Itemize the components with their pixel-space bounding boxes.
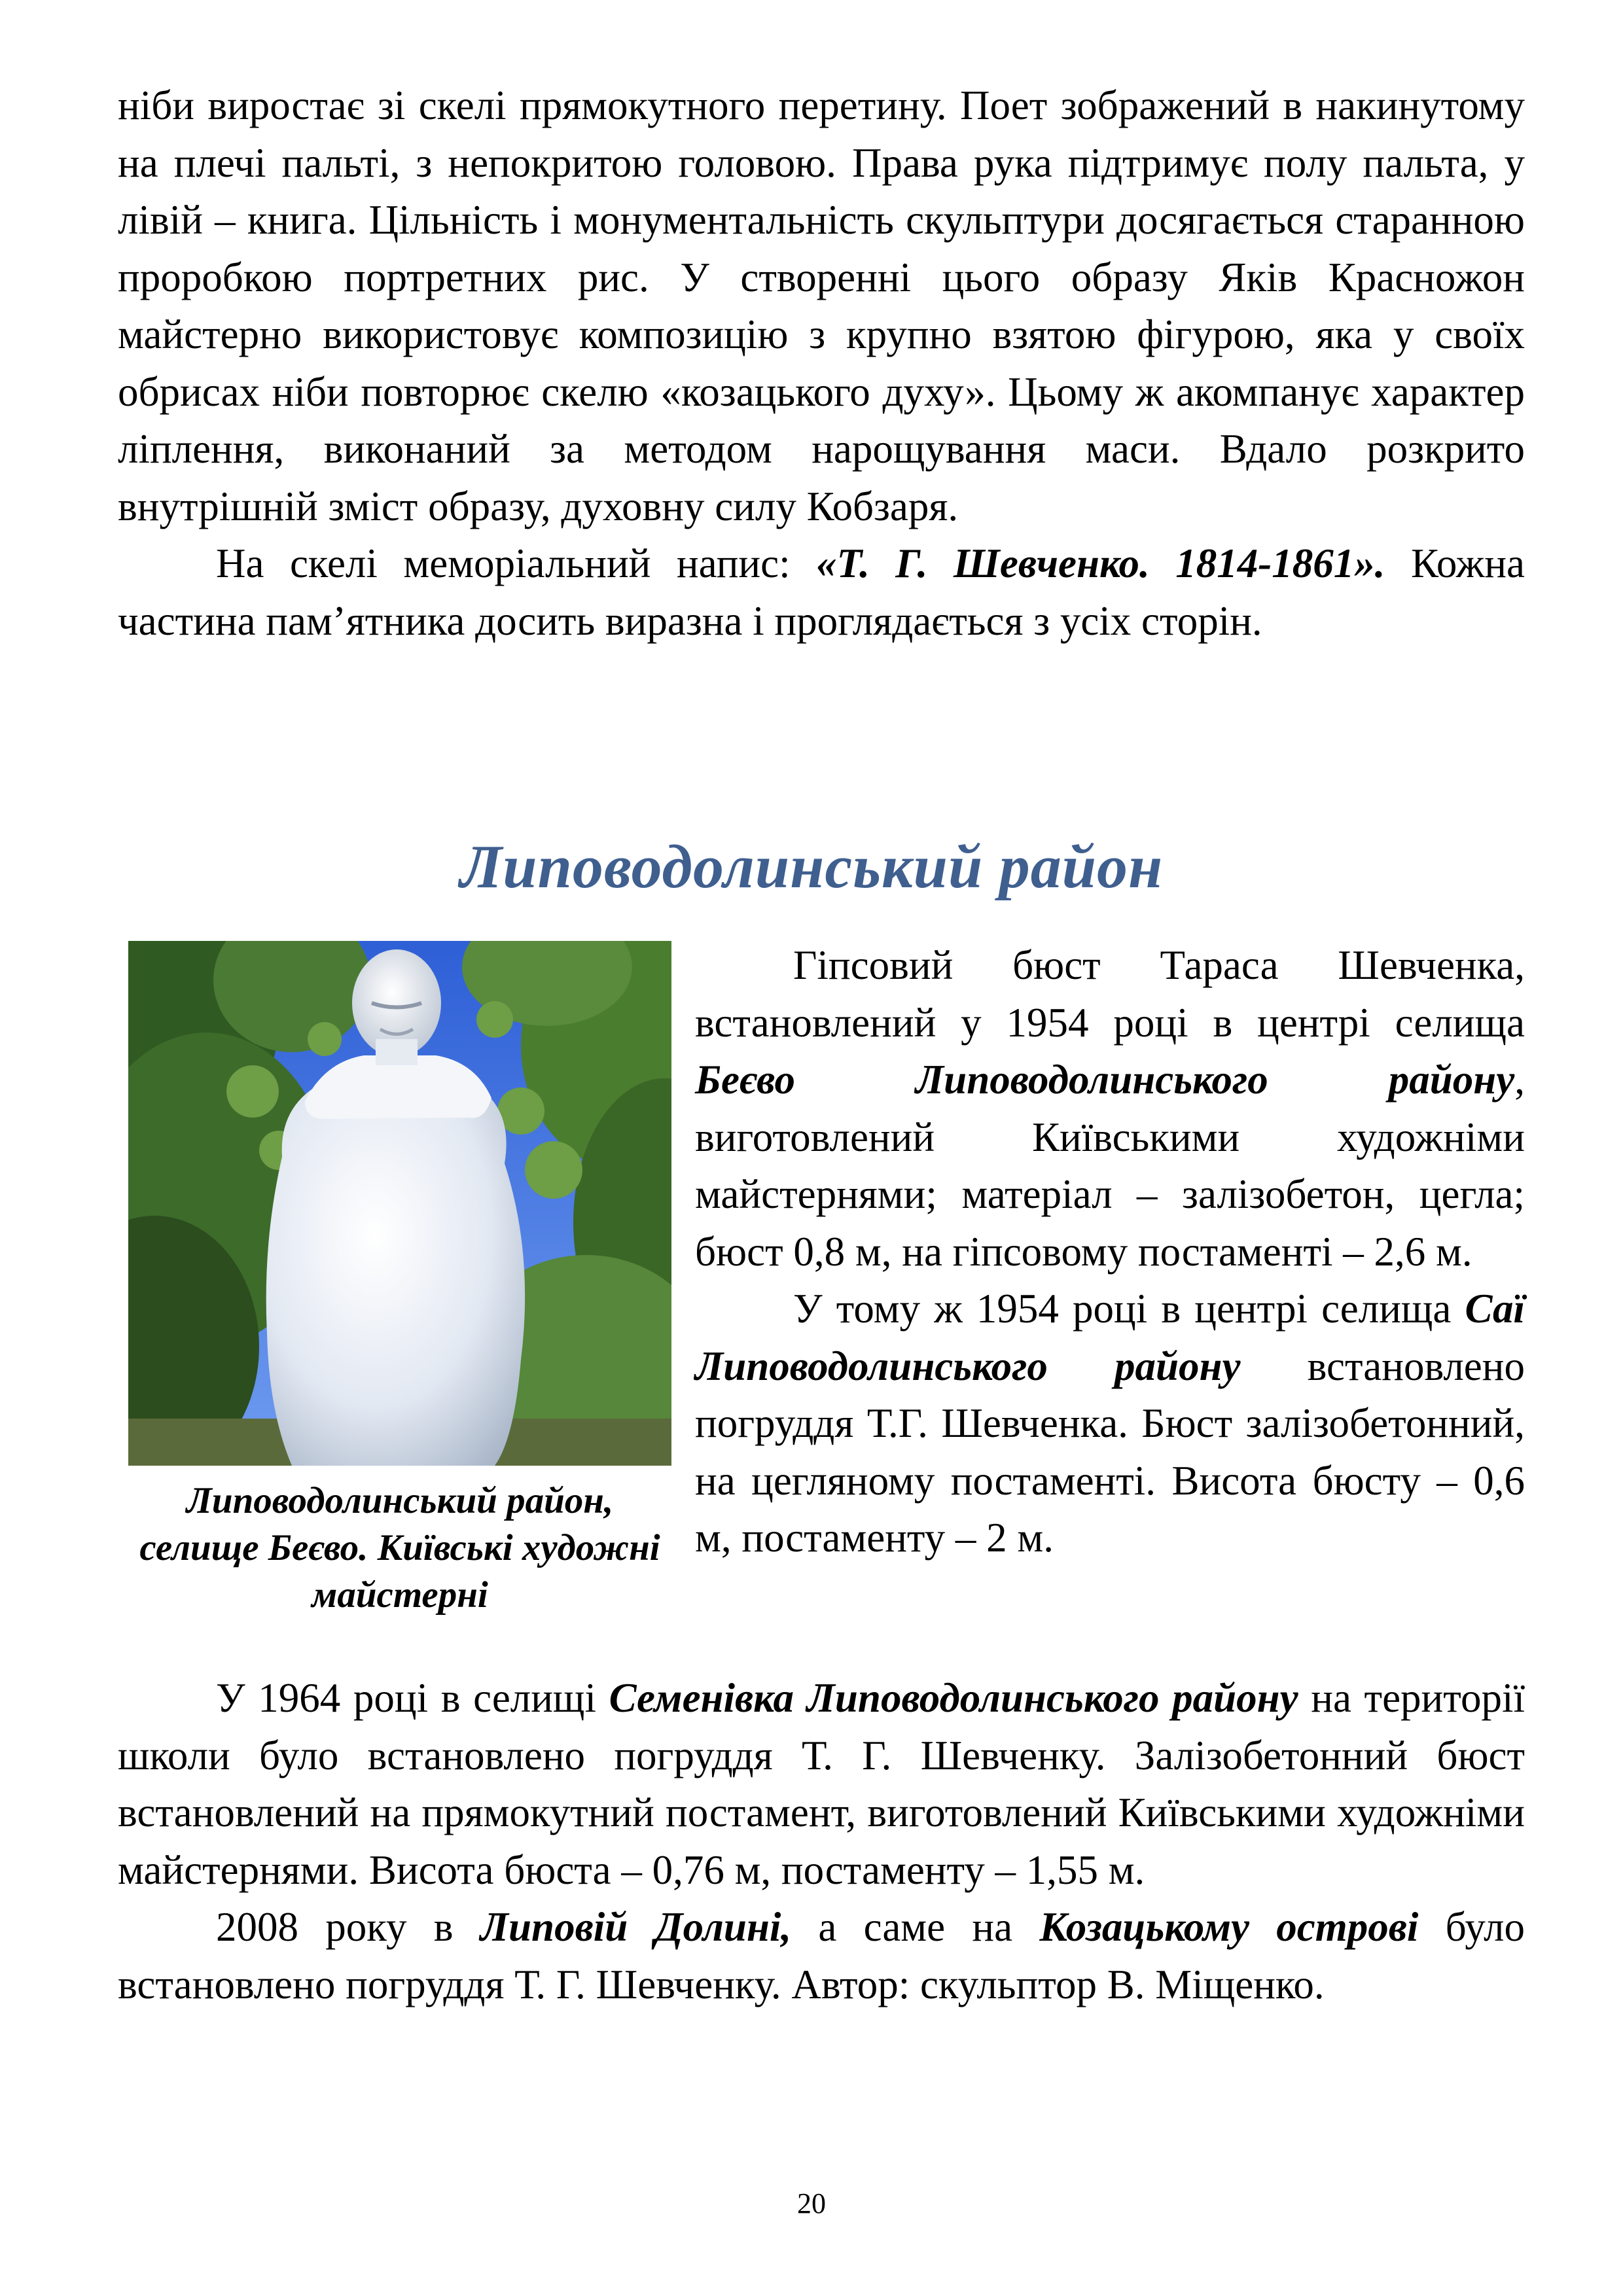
place-name: Козацькому острові (1039, 1904, 1419, 1950)
place-name: Беєво Липоводолинського району (695, 1057, 1515, 1103)
paragraph-text: Гіпсовий бюст Тараса Шевченка, встановлений у 1954 році в центрі селища (695, 942, 1525, 1046)
paragraph-text: а саме на (791, 1904, 1040, 1950)
intro-text-block (118, 77, 1525, 650)
memorial-inscription: «Т. Г. Шевченко. 1814-1861». (816, 540, 1385, 586)
page-number: 20 (797, 2187, 826, 2219)
paragraph-text: У 1964 році в селищі (216, 1675, 609, 1721)
bottom-text-block (118, 1670, 1525, 2013)
monument-photo (128, 941, 671, 1466)
right-column-text (695, 937, 1525, 1567)
paragraph-text: На скелі меморіальний напис: (216, 540, 817, 586)
place-name: Саї Липоводолинського району (695, 1286, 1525, 1389)
place-name: Семенівка Липоводолинського району (609, 1675, 1298, 1721)
paragraph-text: було встановлено погруддя Т. Г. Шевченку. Автор: скульптор В. Міщенко. (118, 1904, 1525, 2007)
paragraph-text: встановлено погруддя Т.Г. Шевченка. Бюст залізобетонний, на цегляному постаменті. Висота бюсту – 0,6 м, постаменту – 2 м. (695, 1343, 1525, 1561)
paragraph (695, 1280, 1525, 1567)
paragraph (118, 535, 1525, 650)
paragraph-text: на території школи було встановлено погруддя Т. Г. Шевченку. Залізобетонний бюст встановлений на прямокутний постамент, виготовлений Київськими художніми майстернями. Висота бюста – 0,76 м, постаменту – 1,55 м. (118, 1675, 1525, 1893)
paragraph-text: 2008 року в (216, 1904, 480, 1950)
paragraph-text: Кожна частина пам’ятника досить виразна і проглядається з усіх сторін. (118, 540, 1525, 644)
paragraph-text: У тому ж 1954 році в центрі селища (793, 1286, 1465, 1332)
paragraph-text: ніби виростає зі скелі прямокутного перетину. Поет зображений в накинутому на плечі пальті, з непокритою головою. Права рука підтримує полу пальта, у лівій – книга. Цільність і монументальність скульптури досягається старанною проробкою портретних рис. У створенні цього образу Яків Красножон майстерно використовує композицію з крупно взятою фігурою, яка у своїх обрисах ніби повторює скелю «козацького духу». Цьому ж акомпанує характер ліплення, виконаний за методом нарощування маси. Вдало розкрито внутрішній зміст образу, духовну силу Кобзаря. (118, 82, 1525, 529)
paragraph (118, 1899, 1525, 2013)
paragraph (118, 77, 1525, 535)
paragraph (118, 1670, 1525, 1899)
section-heading: Липоводолинський район (459, 833, 1164, 901)
paragraph (695, 937, 1525, 1280)
paragraph-text: , виготовлений Київськими художніми майстернями; матеріал – залізобетон, цегла; бюст 0,8 м, на гіпсовому постаменті – 2,6 м. (695, 1057, 1525, 1275)
photo-caption: Липоводолинський район, селище Беєво. Київські художні майстерні (139, 1480, 660, 1616)
place-name: Липовій Долині, (480, 1904, 792, 1950)
